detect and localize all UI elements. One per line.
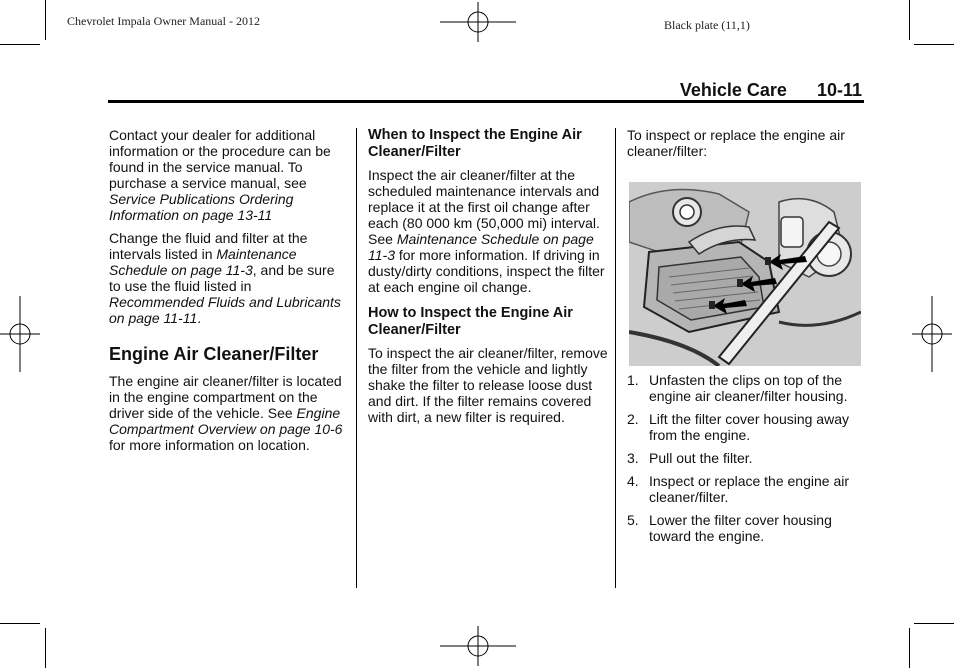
column-1	[109, 127, 347, 460]
recommended-fluids-link[interactable]: Recommended Fluids and Lubricants on page 11-11	[109, 294, 341, 326]
column-2	[368, 127, 608, 432]
how-to-inspect-paragraph: To inspect the air cleaner/filter, remove the filter from the vehicle and lightly shake the filter to release loose dust and dirt. If the filter remains covered with dirt, a new filter is required.	[368, 345, 608, 425]
header-rule	[108, 100, 864, 103]
maintenance-schedule-link-2[interactable]: Maintenance Schedule on page 11-3	[368, 231, 594, 263]
step-number: 1.	[627, 372, 639, 388]
page-number: 10-11	[816, 80, 862, 100]
registration-mark-top	[440, 2, 516, 42]
dealer-text: Contact your dealer for additional information or the procedure can be found in the service manual. To purchase a service manual, see	[109, 127, 331, 191]
procedure-steps-container	[627, 372, 863, 551]
location-text-a: The engine air cleaner/filter is located in the engine compartment on the driver side of the vehicle. See	[109, 373, 342, 421]
section-title: Vehicle Care	[679, 80, 787, 100]
step-text: Pull out the filter.	[649, 450, 753, 466]
step-number: 2.	[627, 411, 639, 427]
column-divider-1	[356, 128, 357, 588]
fluid-paragraph	[109, 230, 347, 326]
when-to-inspect-paragraph	[368, 167, 608, 295]
section-heading: Engine Air Cleaner/Filter	[109, 344, 319, 364]
plate-info-left: Chevrolet Impala Owner Manual - 2012	[67, 14, 260, 28]
engine-compartment-drawing	[629, 182, 861, 366]
service-publications-link[interactable]: Service Publications Ordering Information on page 13-11	[109, 191, 294, 223]
fluid-text-b: , and be sure to use the fluid listed in	[109, 262, 335, 294]
when-to-inspect-heading: When to Inspect the Engine Air Cleaner/Filter	[368, 127, 582, 160]
column-3	[627, 127, 863, 166]
step-number: 4.	[627, 473, 639, 489]
when-text-a: Inspect the air cleaner/filter at the scheduled maintenance intervals and replace it at the first oil change after each (80 000 km (50,000 mi) interval. See	[368, 167, 600, 247]
step-2	[627, 411, 863, 443]
step-1	[627, 372, 863, 404]
running-header	[680, 80, 862, 101]
registration-mark-left	[0, 296, 40, 372]
step-number: 3.	[627, 450, 639, 466]
dealer-paragraph	[109, 127, 347, 223]
column-divider-2	[615, 128, 616, 588]
step-text: Inspect or replace the engine air cleaner/filter.	[649, 473, 850, 505]
step-text: Lower the filter cover housing toward the engine.	[649, 512, 832, 544]
registration-mark-bottom	[440, 626, 516, 666]
location-paragraph	[109, 373, 347, 453]
engine-compartment-link[interactable]: Engine Compartment Overview on page 10-6	[109, 405, 343, 437]
how-to-inspect-heading: How to Inspect the Engine Air Cleaner/Filter	[368, 305, 573, 338]
registration-mark-right	[912, 296, 952, 372]
procedure-steps	[627, 372, 863, 544]
fluid-text-c: .	[197, 310, 202, 326]
step-text: Lift the filter cover housing away from the engine.	[649, 411, 849, 443]
procedure-intro: To inspect or replace the engine air cleaner/filter:	[627, 127, 845, 159]
fluid-text-a: Change the fluid and filter at the intervals listed in	[109, 230, 308, 262]
plate-info-right: Black plate (11,1)	[664, 18, 750, 32]
engine-air-cleaner-illustration	[629, 182, 861, 366]
location-text-b: for more information on location.	[109, 437, 310, 453]
step-text: Unfasten the clips on top of the engine air cleaner/filter housing.	[649, 372, 848, 404]
step-4	[627, 473, 863, 505]
step-number: 5.	[627, 512, 639, 528]
step-3	[627, 450, 863, 466]
step-5	[627, 512, 863, 544]
when-text-b: for more information. If driving in dusty/dirty conditions, inspect the filter at each engine oil change.	[368, 247, 605, 295]
maintenance-schedule-link[interactable]: Maintenance Schedule on page 11-3	[109, 246, 297, 278]
